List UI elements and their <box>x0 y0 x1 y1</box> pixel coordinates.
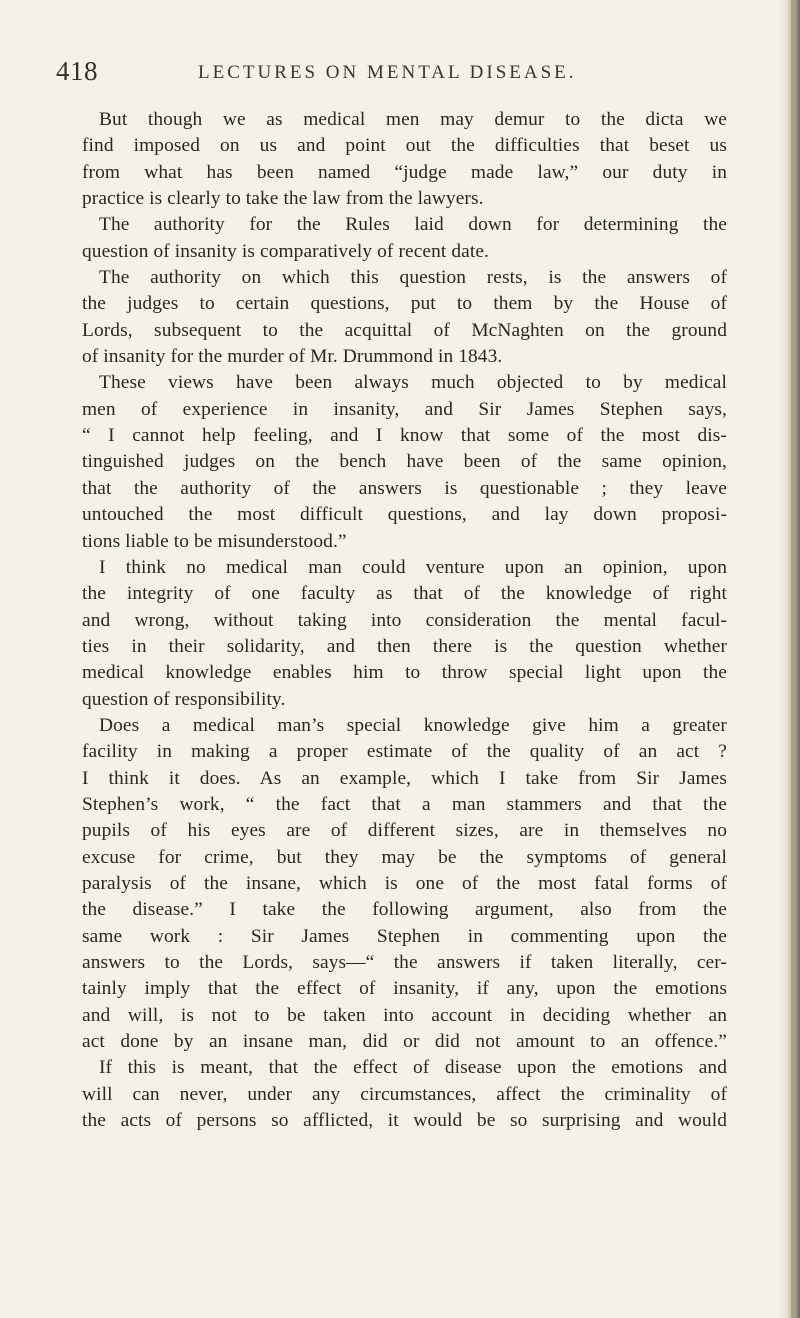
text-line: If this is meant, that the effect of disease upon the emotions and <box>99 1057 727 1079</box>
text-line: and wrong, without taking into consideration the mental facul- <box>82 609 727 631</box>
text-line: facility in making a proper estimate of the quality of an act ? <box>82 741 727 763</box>
text-line: the integrity of one faculty as that of the knowledge of right <box>82 583 727 605</box>
text-line: paralysis of the insane, which is one of the most fatal forms of <box>82 872 727 894</box>
text-line: tions liable to be misunderstood.” <box>82 530 347 552</box>
text-line: and will, is not to be taken into account in deciding whether an <box>82 1004 727 1026</box>
text-line: The authority for the Rules laid down for determining the <box>99 214 727 236</box>
text-line: will can never, under any circumstances, affect the criminality of <box>82 1083 727 1105</box>
running-head: LECTURES ON MENTAL DISEASE. <box>198 62 577 83</box>
text-line: from what has been named “judge made law,” our duty in <box>82 161 727 183</box>
text-line: ties in their solidarity, and then there is the question whether <box>82 635 727 657</box>
text-line: I think it does. As an example, which I take from Sir James <box>82 767 727 789</box>
text-line: Does a medical man’s special knowledge give him a greater <box>99 714 727 736</box>
text-line: untouched the most difficult questions, and lay down proposi- <box>82 504 727 526</box>
text-line: the disease.” I take the following argument, also from the <box>82 899 727 921</box>
text-line: question of responsibility. <box>82 688 286 710</box>
text-line: I think no medical man could venture upon an opinion, upon <box>99 556 727 578</box>
text-line: Stephen’s work, “ the fact that a man stammers and that the <box>82 793 727 815</box>
text-line: These views have been always much objected to by medical <box>99 372 727 394</box>
page-edge-line <box>791 0 794 1318</box>
text-line: find imposed on us and point out the difficulties that beset us <box>82 135 727 157</box>
text-line: tinguished judges on the bench have been of the same opinion, <box>82 451 727 473</box>
text-line: pupils of his eyes are of different sizes, are in themselves no <box>82 820 727 842</box>
text-line: question of insanity is comparatively of recent date. <box>82 240 489 262</box>
text-line: answers to the Lords, says—“ the answers if taken literally, cer- <box>82 952 727 973</box>
body-text <box>82 107 727 1134</box>
text-line: men of experience in insanity, and Sir James Stephen says, <box>82 398 727 420</box>
text-line: act done by an insane man, did or did not amount to an offence.” <box>82 1031 727 1053</box>
text-line: the acts of persons so afflicted, it would be so surprising and would <box>82 1110 727 1132</box>
text-line: The authority on which this question rests, is the answers of <box>99 267 727 289</box>
text-line: practice is clearly to take the law from the lawyers. <box>82 188 484 210</box>
page-header <box>56 56 746 92</box>
text-line: that the authority of the answers is questionable ; they leave <box>82 477 727 499</box>
text-line: same work : Sir James Stephen in commenting upon the <box>82 925 727 947</box>
text-line: excuse for crime, but they may be the symptoms of general <box>82 846 727 868</box>
text-line: Lords, subsequent to the acquittal of McNaghten on the ground <box>82 319 727 341</box>
text-line: “ I cannot help feeling, and I know that some of the most dis- <box>82 425 727 447</box>
page-number: 418 <box>56 56 98 86</box>
page-edge-shadow <box>778 0 800 1318</box>
text-line: medical knowledge enables him to throw special light upon the <box>82 662 727 684</box>
text-line: the judges to certain questions, put to them by the House of <box>82 293 727 315</box>
text-line: of insanity for the murder of Mr. Drummond in 1843. <box>82 346 503 368</box>
text-line: tainly imply that the effect of insanity, if any, upon the emotions <box>82 978 727 1000</box>
text-line: But though we as medical men may demur to the dicta we <box>99 109 727 130</box>
